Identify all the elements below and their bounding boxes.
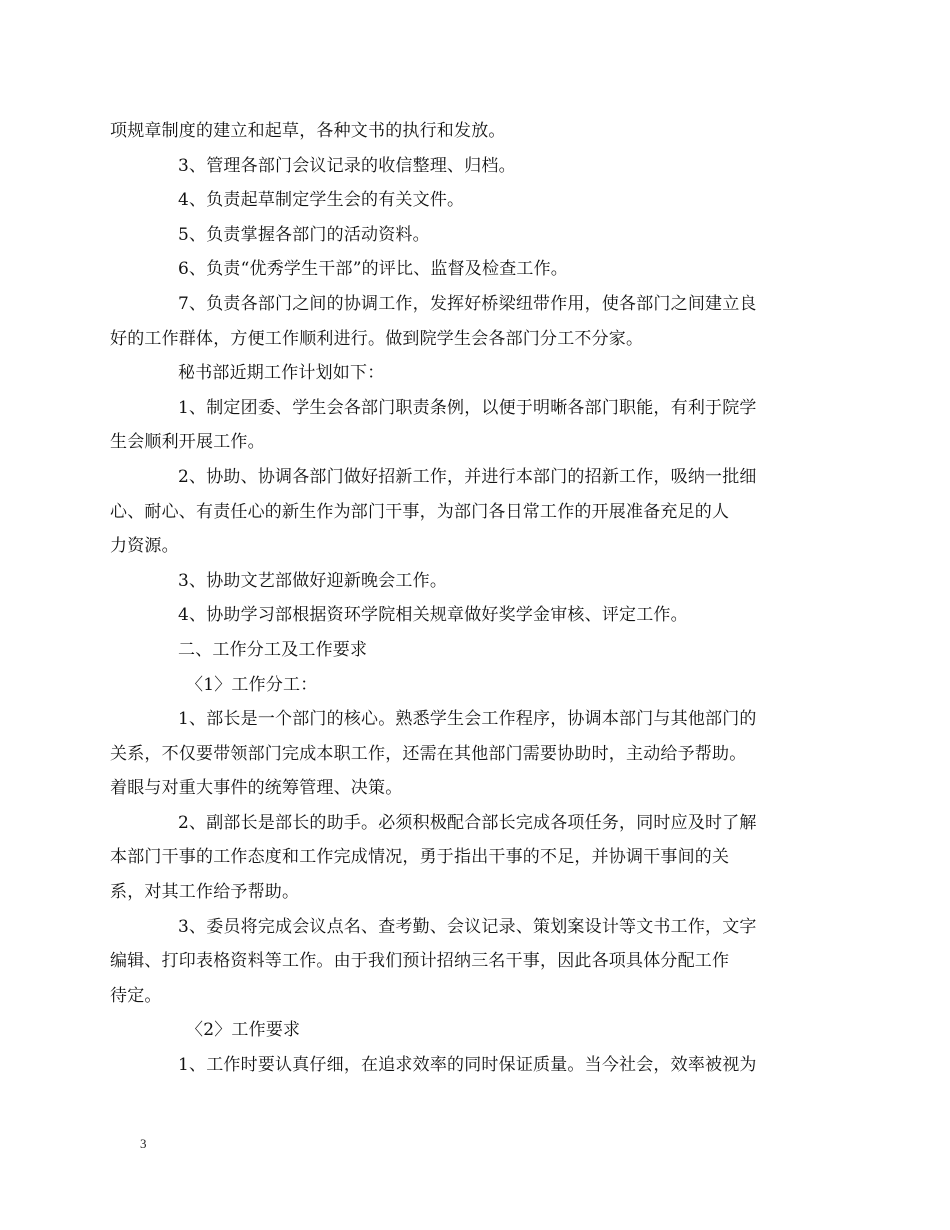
text-line: 6、负责“优秀学生干部”的评比、监督及检查工作。 [178, 259, 568, 280]
text-line: 系，对其工作给予帮助。 [110, 882, 300, 903]
text-line: 本部门干事的工作态度和工作完成情况，勇于指出干事的不足，并协调干事间的关 [110, 847, 730, 868]
section-heading: 二、工作分工及工作要求 [178, 639, 368, 660]
text-line: 2、副部长是部长的助手。必须积极配合部长完成各项任务，同时应及时了解 [178, 812, 757, 833]
text-line: 着眼与对重大事件的统筹管理、决策。 [110, 778, 403, 799]
text-line: 5、负责掌握各部门的活动资料。 [178, 224, 430, 245]
text-line: 4、协助学习部根据资环学院相关规章做好奖学金审核、评定工作。 [178, 605, 688, 626]
text-line: 编辑、打印表格资料等工作。由于我们预计招纳三名干事，因此各项具体分配工作 [110, 951, 730, 972]
text-line: 1、制定团委、学生会各部门职责条例，以便于明晰各部门职能，有利于院学 [178, 397, 757, 418]
text-line: 秘书部近期工作计划如下： [178, 363, 385, 384]
text-line: 3、管理各部门会议记录的收信整理、归档。 [178, 155, 516, 176]
document-body [110, 114, 835, 1083]
text-line: 生会顺利开展工作。 [110, 432, 265, 453]
text-line: 1、工作时要认真仔细，在追求效率的同时保证质量。当今社会，效率被视为 [178, 1055, 757, 1076]
page-number: 3 [140, 1136, 147, 1151]
text-line: 项规章制度的建立和起草，各种文书的执行和发放。 [110, 121, 506, 141]
text-line: 心、耐心、有责任心的新生作为部门干事，为部门各日常工作的开展准备充足的人 [110, 501, 730, 522]
subsection-heading: 〈2〉工作要求 [186, 1020, 301, 1041]
text-line: 1、部长是一个部门的核心。熟悉学生会工作程序，协调本部门与其他部门的 [178, 709, 757, 730]
text-line: 3、委员将完成会议点名、查考勤、会议记录、策划案设计等文书工作，文字 [178, 916, 757, 937]
text-line: 3、协助文艺部做好迎新晚会工作。 [178, 570, 448, 591]
text-line: 力资源。 [110, 536, 179, 557]
text-line: 关系，不仅要带领部门完成本职工作，还需在其他部门需要协助时，主动给予帮助。 [110, 743, 747, 764]
text-line: 2、协助、协调各部门做好招新工作，并进行本部门的招新工作，吸纳一批细 [178, 466, 757, 487]
subsection-heading: 〈1〉工作分工： [186, 674, 318, 695]
text-line: 7、负责各部门之间的协调工作，发挥好桥梁纽带作用，使各部门之间建立良 [178, 293, 757, 314]
text-line: 4、负责起草制定学生会的有关文件。 [178, 190, 465, 211]
text-line: 好的工作群体，方便工作顺利进行。做到院学生会各部门分工不分家。 [110, 328, 644, 349]
text-line: 待定。 [110, 985, 162, 1006]
